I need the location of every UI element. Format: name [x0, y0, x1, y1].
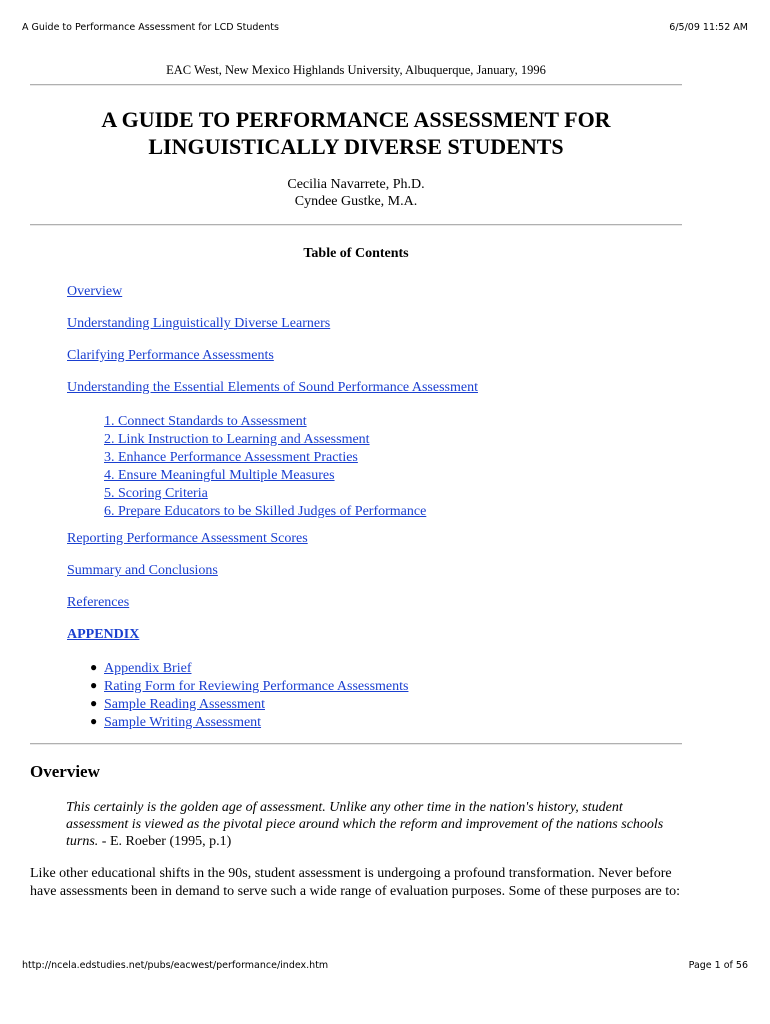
toc-link-enhance-practices[interactable]: 3. Enhance Performance Assessment Practies [104, 450, 358, 465]
divider-top [30, 84, 682, 86]
authors [30, 176, 682, 210]
list-item [90, 695, 408, 713]
toc-link-essential-elements[interactable]: Understanding the Essential Elements of Sound Performance Assessment [67, 380, 478, 395]
title-line-1: A GUIDE TO PERFORMANCE ASSESSMENT FOR [101, 107, 611, 132]
page-title [30, 106, 682, 160]
toc-link-prepare-educators[interactable]: 6. Prepare Educators to be Skilled Judges of Performance [104, 504, 427, 519]
divider-authors [30, 224, 682, 226]
overview-paragraph: Like other educational shifts in the 90s, student assessment is undergoing a profound transformation. Never before have assessments been in demand to serve such a wide range of evaluation purposes. Some of these purposes are to: [30, 866, 681, 899]
list-item [90, 659, 408, 677]
toc-link-understanding-learners[interactable]: Understanding Linguistically Diverse Learners [67, 316, 331, 331]
toc-link-clarifying-assessments[interactable]: Clarifying Performance Assessments [67, 348, 274, 363]
bullet-icon: ● [90, 714, 98, 728]
list-item [90, 677, 409, 695]
appendix-link-rating-form[interactable]: Rating Form for Reviewing Performance Assessments [104, 679, 409, 694]
title-line-2: LINGUISTICALLY DIVERSE STUDENTS [148, 134, 564, 159]
quote-attribution: - E. Roeber (1995, p.1) [98, 834, 232, 849]
bullet-icon: ● [90, 660, 98, 674]
print-footer-page: Page 1 of 56 [688, 960, 748, 971]
list-item [90, 713, 408, 731]
print-footer-url: http://ncela.edstudies.net/pubs/eacwest/performance/index.htm [22, 960, 329, 971]
author-1: Cecilia Navarrete, Ph.D. [287, 177, 425, 192]
appendix-link-reading[interactable]: Sample Reading Assessment [104, 697, 265, 712]
bullet-icon: ● [90, 696, 98, 710]
source-line: EAC West, New Mexico Highlands University, Albuquerque, January, 1996 [166, 63, 546, 77]
appendix-list [90, 659, 409, 731]
overview-quote [66, 799, 666, 850]
bullet-icon: ● [90, 678, 98, 692]
appendix-link-writing[interactable]: Sample Writing Assessment [104, 715, 262, 730]
toc-link-summary[interactable]: Summary and Conclusions [67, 563, 218, 578]
print-header-title: A Guide to Performance Assessment for LCD Students [22, 22, 279, 33]
author-2: Cyndee Gustke, M.A. [294, 194, 418, 209]
toc-link-link-instruction[interactable]: 2. Link Instruction to Learning and Assessment [104, 432, 370, 447]
toc-link-reporting-scores[interactable]: Reporting Performance Assessment Scores [67, 531, 308, 546]
appendix-link-brief[interactable]: Appendix Brief [104, 661, 192, 676]
print-header-datetime: 6/5/09 11:52 AM [669, 22, 748, 33]
overview-heading: Overview [30, 762, 100, 781]
toc-heading: Table of Contents [303, 246, 409, 261]
toc-link-connect-standards[interactable]: 1. Connect Standards to Assessment [104, 414, 307, 429]
toc-link-appendix[interactable]: APPENDIX [67, 627, 140, 642]
toc-link-overview[interactable]: Overview [67, 284, 123, 299]
quote-text: This certainly is the golden age of assessment. Unlike any other time in the nation's history, student assessment is viewed as the pivotal piece around which the reform and improvement of the nations schools turns. [66, 800, 664, 849]
toc-sublist [104, 412, 426, 520]
toc-link-scoring-criteria[interactable]: 5. Scoring Criteria [104, 486, 208, 501]
divider-toc [30, 743, 682, 745]
toc-link-references[interactable]: References [67, 595, 130, 610]
toc-link-multiple-measures[interactable]: 4. Ensure Meaningful Multiple Measures [104, 468, 335, 483]
